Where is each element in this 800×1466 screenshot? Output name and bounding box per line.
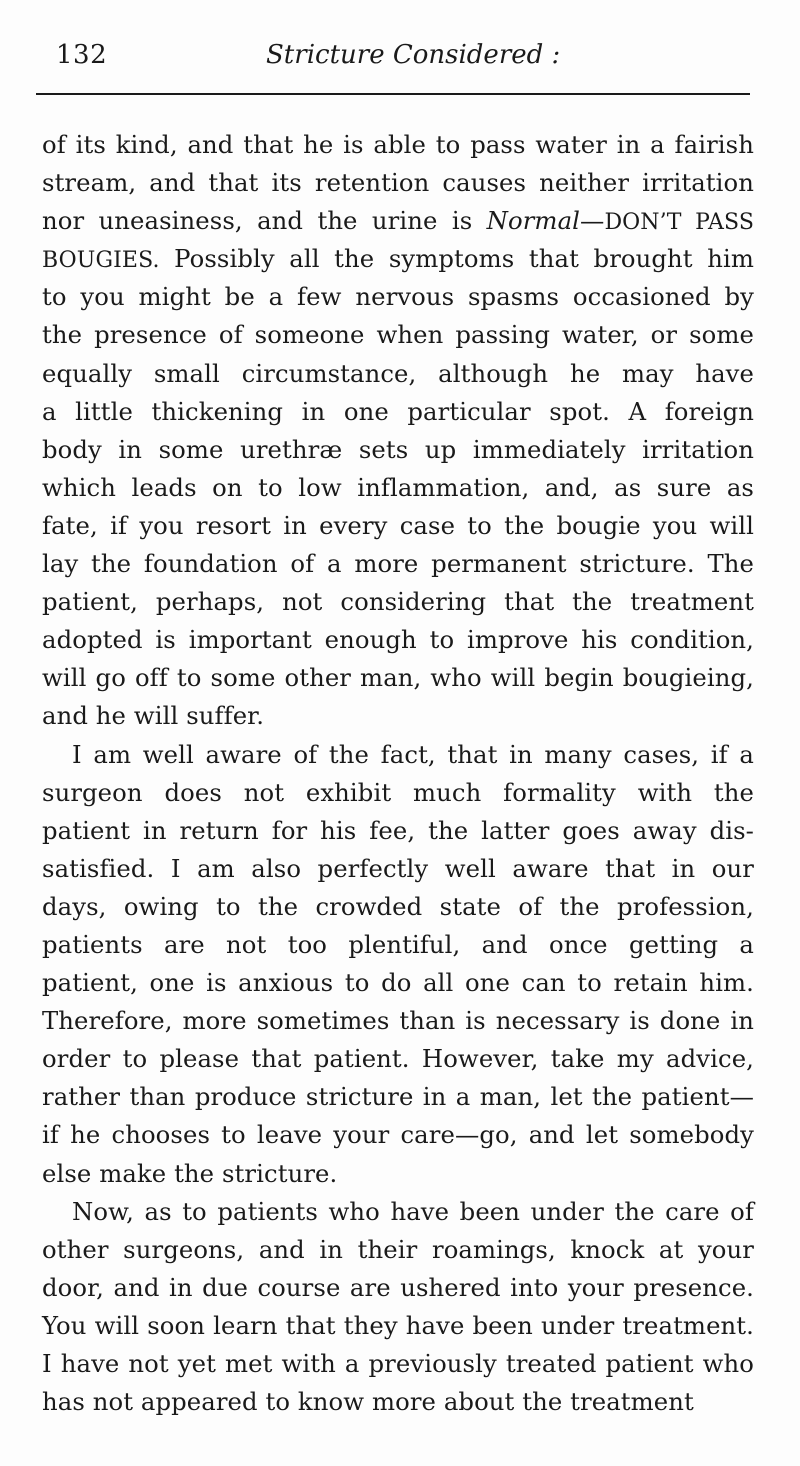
text-line: patient, one is anxious to do all one can to retain him.: [42, 968, 754, 998]
text-line: satisfied. I am also perfectly well aware that in our: [42, 853, 754, 883]
text-line: order to please that patient. However, take my advice,: [42, 1044, 754, 1074]
text-line: the presence of someone when passing water, or some: [42, 320, 754, 350]
text-line: surgeon does not exhibit much formality with the: [42, 777, 754, 807]
small-caps-text: BOUGIES.: [42, 248, 160, 274]
text-line: I have not yet met with a previously treated patient who: [42, 1349, 754, 1378]
text-line: has not appeared to know more about the treatment: [42, 1387, 694, 1417]
paragraph: [42, 736, 754, 1193]
body-text: [42, 126, 754, 1421]
text-line: patient in return for his fee, the latter goes away dis-: [42, 815, 754, 845]
header-rule: [36, 93, 750, 95]
text-line: else make the stricture.: [42, 1158, 338, 1188]
text-line: which leads on to low inflammation, and, as sure as: [42, 472, 754, 502]
text-line: patients are not too plentiful, and once getting a: [42, 929, 754, 959]
text-line: [42, 240, 754, 278]
small-caps-text: DON’T PASS: [604, 210, 754, 236]
text-line: of its kind, and that he is able to pass water in a fairish: [42, 130, 754, 159]
text-line: You will soon learn that they have been under treatment.: [42, 1310, 754, 1340]
text-line: if he chooses to leave your care—go, and let somebody: [42, 1120, 754, 1150]
page-header: [36, 36, 750, 80]
text-line: a little thickening in one particular spot. A foreign: [42, 396, 754, 426]
text-line: and he will suffer.: [42, 701, 265, 731]
paragraph: [42, 1193, 754, 1422]
text-line: fate, if you resort in every case to the bougie you will: [42, 510, 754, 540]
text-line: patient, perhaps, not considering that the treatment: [42, 587, 754, 617]
running-head: Stricture Considered :: [266, 40, 561, 70]
text-line: will go off to some other man, who will begin bougieing,: [42, 663, 754, 693]
italic-text: Normal: [486, 206, 581, 236]
text-line: stream, and that its retention causes neither irritation: [42, 168, 754, 198]
text-run: Possibly all the symptoms that brought him: [159, 244, 754, 274]
text-line: days, owing to the crowded state of the profession,: [42, 891, 754, 921]
text-line: to you might be a few nervous spasms occasioned by: [42, 282, 754, 312]
text-line: Now, as to patients who have been under the care of: [72, 1196, 754, 1226]
text-run: —: [580, 206, 605, 236]
text-line: rather than produce stricture in a man, let the patient—: [42, 1082, 754, 1112]
text-run: nor uneasiness, and the urine is: [42, 206, 487, 236]
paragraph: [42, 126, 754, 736]
text-line: adopted is important enough to improve his condition,: [42, 625, 754, 655]
text-line: lay the foundation of a more permanent stricture. The: [42, 549, 754, 579]
text-line: I am well aware of the fact, that in many cases, if a: [72, 739, 754, 769]
text-line: [42, 202, 754, 240]
text-line: body in some urethræ sets up immediately irritation: [42, 434, 754, 464]
text-line: Therefore, more sometimes than is necessary is done in: [42, 1006, 754, 1036]
page-number: 132: [56, 40, 108, 70]
text-line: door, and in due course are ushered into your presence.: [42, 1272, 754, 1302]
text-line: other surgeons, and in their roamings, knock at your: [42, 1234, 754, 1264]
text-line: equally small circumstance, although he may have: [42, 358, 754, 388]
